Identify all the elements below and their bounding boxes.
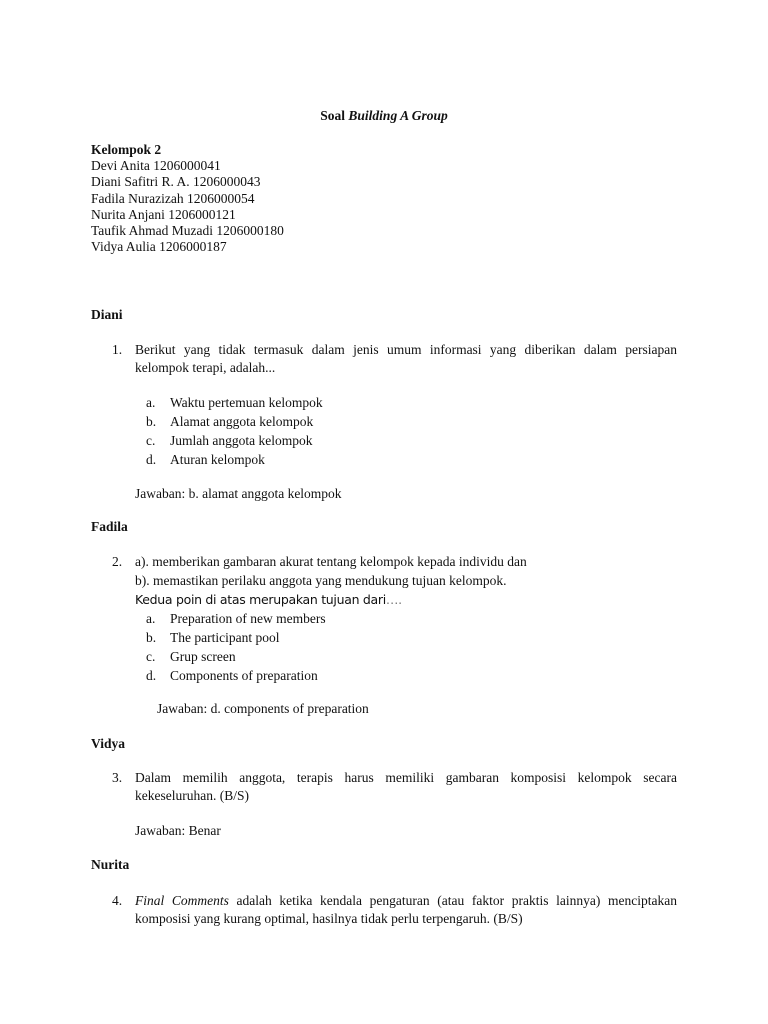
question-1-options bbox=[146, 393, 323, 469]
question-1-answer: Jawaban: b. alamat anggota kelompok bbox=[135, 486, 342, 501]
question-3-line-1: Dalam memilih anggota, terapis harus memiliki gambaran komposisi kelompok secara bbox=[135, 770, 677, 785]
section-heading-vidya: Vidya bbox=[91, 736, 126, 751]
question-number: 2. bbox=[112, 554, 123, 569]
question-number: 1. bbox=[112, 342, 123, 357]
page-title bbox=[0, 107, 768, 125]
question-2-line-3: Kedua poin di atas merupakan tujuan dari…. bbox=[135, 592, 402, 607]
member-item: Fadila Nurazizah 1206000054 bbox=[91, 190, 255, 206]
member-item: Diani Safitri R. A. 1206000043 bbox=[91, 174, 261, 190]
section-heading-nurita: Nurita bbox=[91, 857, 130, 872]
option-item: a. Preparation of new members bbox=[146, 611, 326, 626]
question-number: 4. bbox=[112, 893, 123, 908]
question-4-line-1: Final Comments adalah ketika kendala pengaturan (atau faktor praktis lainnya) menciptakan bbox=[135, 893, 678, 908]
question-3-answer: Jawaban: Benar bbox=[135, 823, 221, 838]
option-item: d. Components of preparation bbox=[146, 668, 318, 683]
option-item: c. Grup screen bbox=[146, 649, 236, 664]
option-item: a. Waktu pertemuan kelompok bbox=[146, 395, 323, 410]
title-prefix: Soal bbox=[320, 108, 346, 123]
question-number: 3. bbox=[112, 770, 123, 785]
question-2-line-2: b). memastikan perilaku anggota yang mendukung tujuan kelompok. bbox=[135, 573, 507, 588]
member-item: Vidya Aulia 1206000187 bbox=[91, 239, 227, 255]
question-3-line-2: kekeseluruhan. (B/S) bbox=[135, 788, 249, 803]
member-item: Taufik Ahmad Muzadi 1206000180 bbox=[91, 223, 284, 239]
member-item: Nurita Anjani 1206000121 bbox=[91, 206, 236, 222]
question-2-options bbox=[146, 609, 326, 685]
member-list bbox=[91, 158, 284, 256]
question-1-line-2: kelompok terapi, adalah... bbox=[135, 360, 276, 375]
member-item: Devi Anita 1206000041 bbox=[91, 158, 221, 173]
option-item: b. Alamat anggota kelompok bbox=[146, 414, 314, 429]
question-1-line-1: Berikut yang tidak termasuk dalam jenis umum informasi yang diberikan dalam persiapan bbox=[135, 342, 677, 357]
question-4-line-2: komposisi yang kurang optimal, hasilnya tidak perlu terpengaruh. (B/S) bbox=[135, 911, 523, 926]
option-item: b. The participant pool bbox=[146, 630, 280, 645]
title-italic: Building A Group bbox=[348, 108, 448, 123]
section-heading-fadila: Fadila bbox=[91, 519, 128, 534]
group-heading: Kelompok 2 bbox=[91, 142, 162, 157]
option-item: c. Jumlah anggota kelompok bbox=[146, 433, 313, 448]
section-heading-diani: Diani bbox=[91, 307, 123, 322]
question-2-line-1: a). memberikan gambaran akurat tentang kelompok kepada individu dan bbox=[135, 554, 527, 569]
question-2-answer: Jawaban: d. components of preparation bbox=[157, 701, 369, 716]
option-item: d. Aturan kelompok bbox=[146, 452, 265, 467]
